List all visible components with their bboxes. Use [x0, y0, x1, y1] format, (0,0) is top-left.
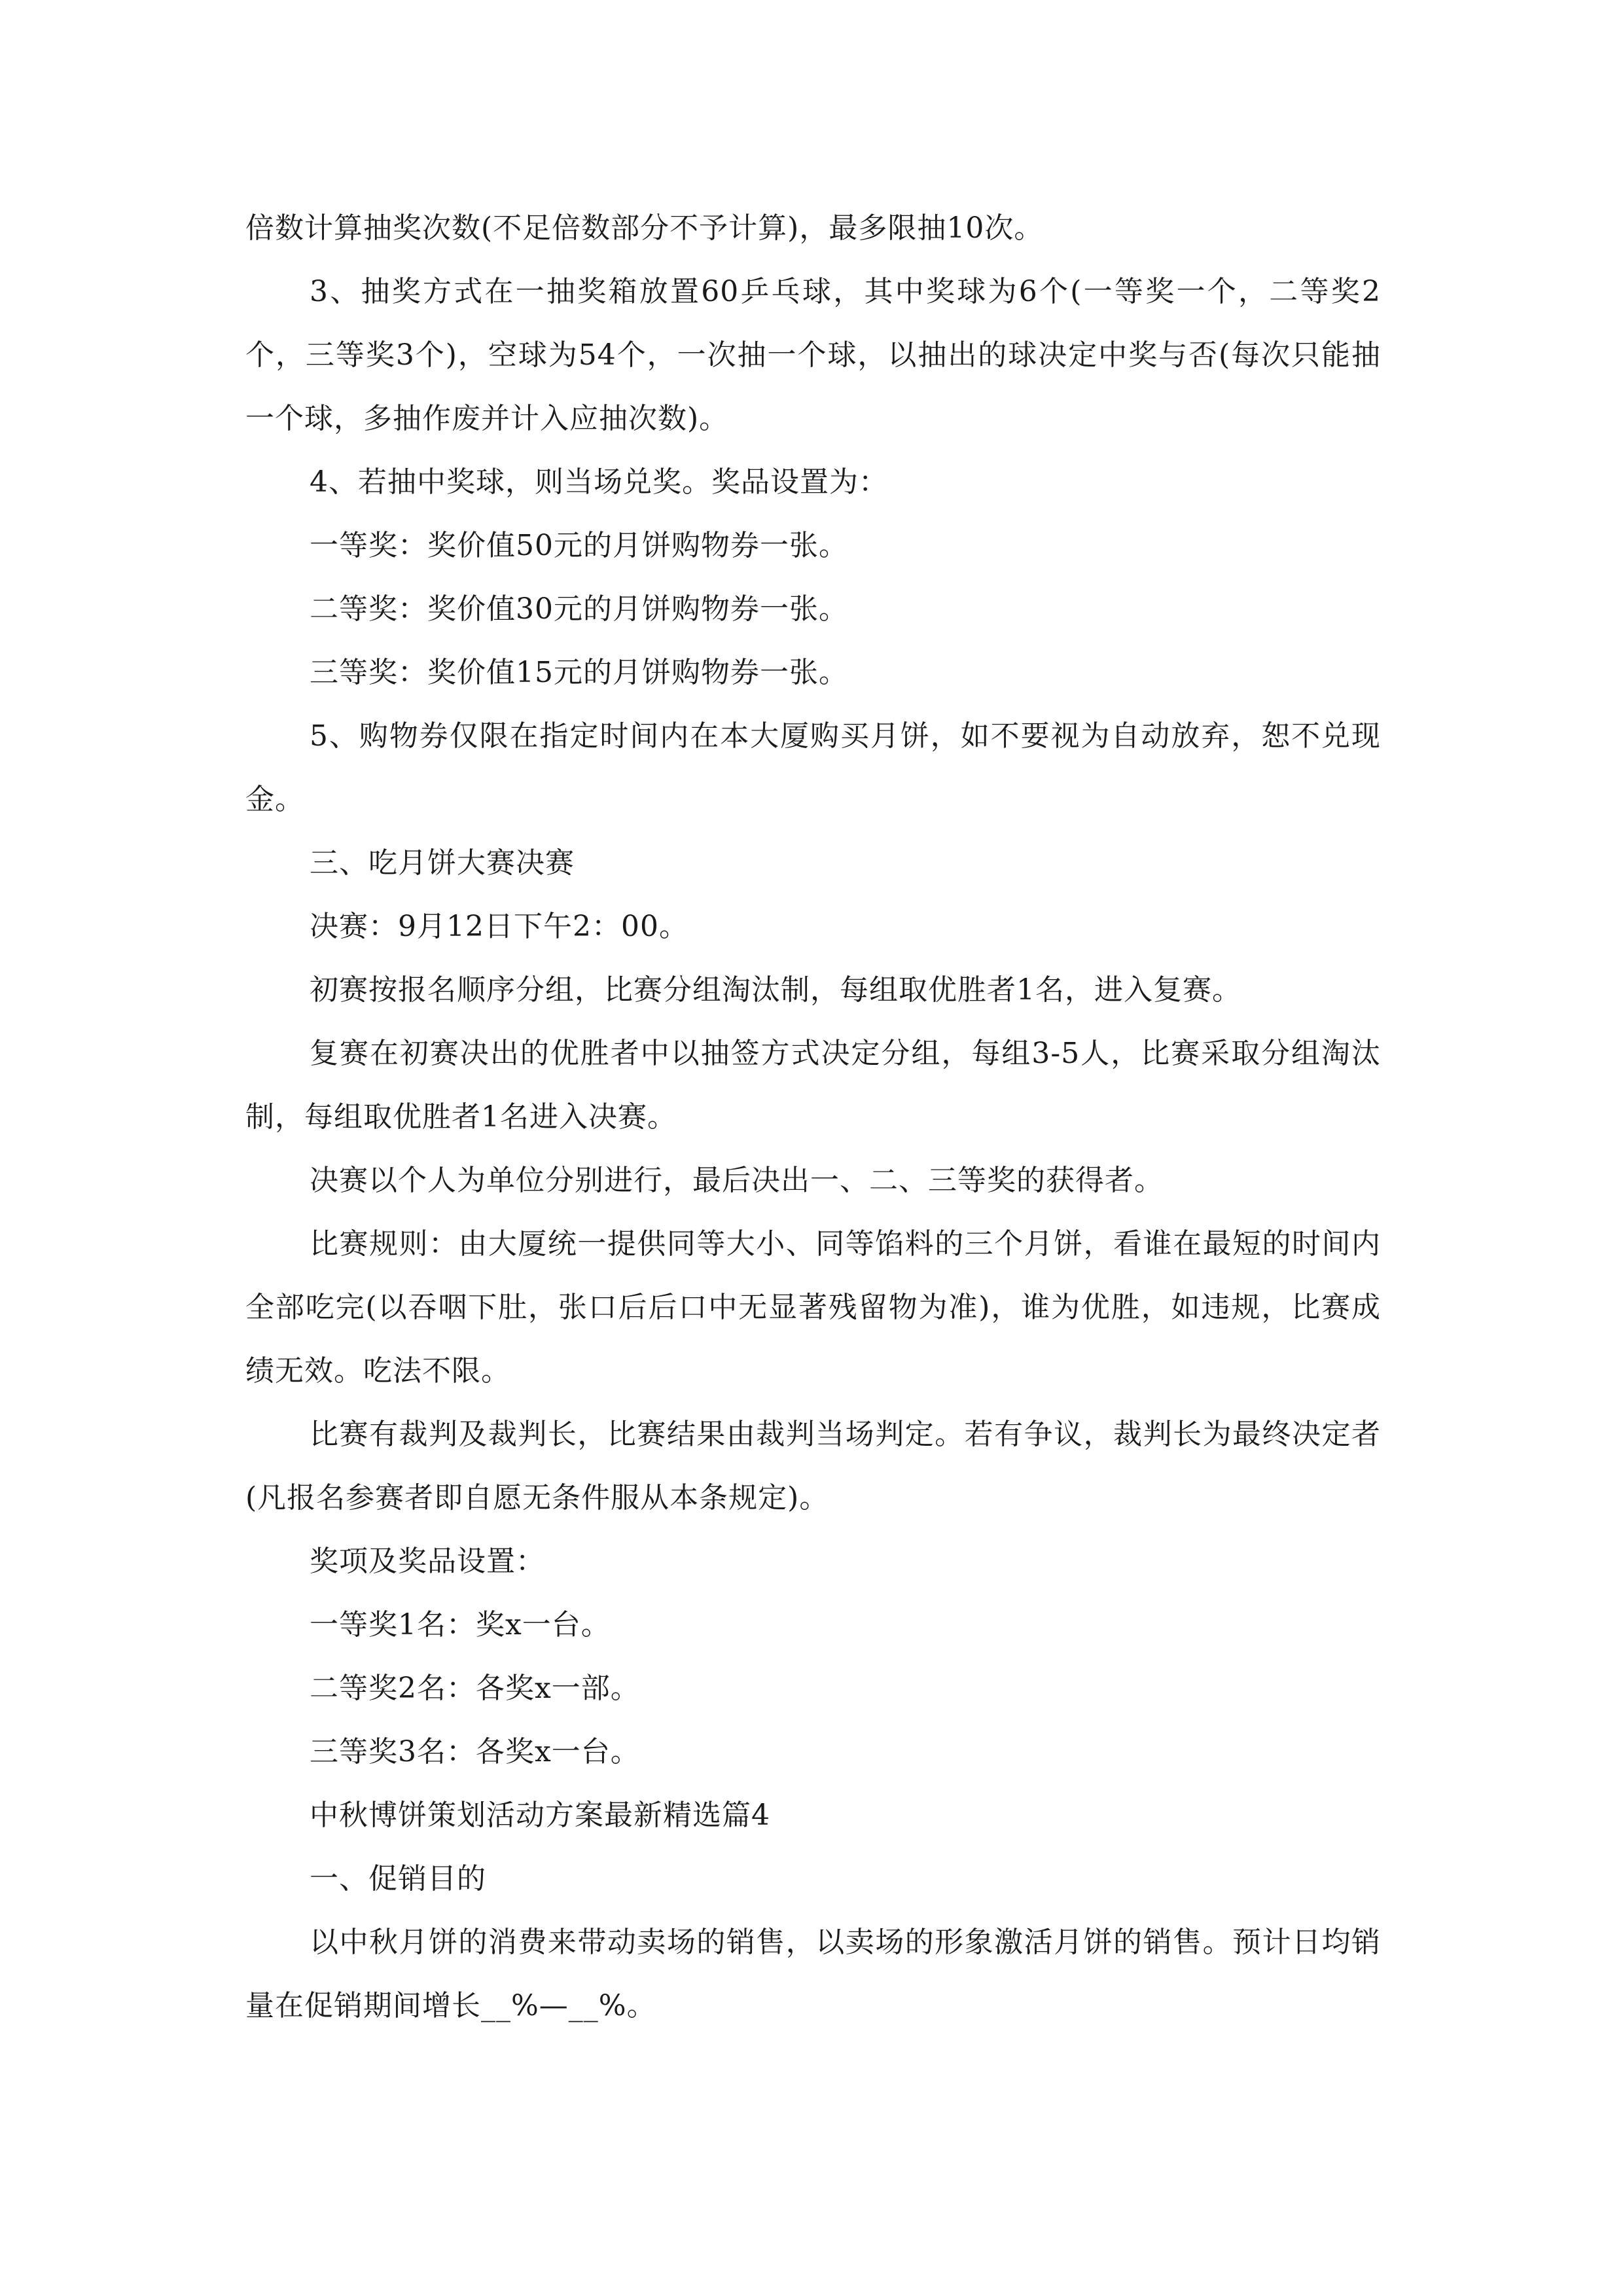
- paragraph-10: 初赛按报名顺序分组，比赛分组淘汰制，每组取优胜者1名，进入复赛。: [310, 973, 1241, 1007]
- section-heading-promotion-goal: 一、促销目的: [310, 1862, 486, 1895]
- paragraph-5: 二等奖：奖价值30元的月饼购物券一张。: [310, 592, 848, 626]
- paragraph-12: 决赛以个人为单位分别进行，最后决出一、二、三等奖的获得者。: [310, 1164, 1164, 1197]
- document-body: [245, 196, 1381, 2037]
- article-title-part-4: 中秋博饼策划活动方案最新精选篇4: [310, 1799, 770, 1832]
- paragraph-14: 比赛有裁判及裁判长，比赛结果由裁判当场判定。若有争议，裁判长为最终决定者(凡报名参赛者即自愿无条件服从本条规定)。: [245, 1418, 1381, 1515]
- paragraph-3: 4、若抽中奖球，则当场兑奖。奖品设置为：: [310, 465, 888, 499]
- paragraph-7: 5、购物券仅限在指定时间内在本大厦购买月饼，如不要视为自动放弃，恕不兑现金。: [245, 719, 1381, 816]
- section-heading-final: 三、吃月饼大赛决赛: [310, 846, 575, 880]
- paragraph-2: 3、抽奖方式在一抽奖箱放置60乒乓球，其中奖球为6个(一等奖一个，二等奖2个，三等奖3个)，空球为54个，一次抽一个球，以抽出的球决定中奖与否(每次只能抽一个球，多抽作废并计入应抽次数)。: [245, 275, 1381, 435]
- paragraph-11: 复赛在初赛决出的优胜者中以抽签方式决定分组，每组3-5人，比赛采取分组淘汰制，每组取优胜者1名进入决赛。: [245, 1037, 1381, 1134]
- paragraph-4: 一等奖：奖价值50元的月饼购物券一张。: [310, 529, 848, 562]
- paragraph-13: 比赛规则：由大厦统一提供同等大小、同等馅料的三个月饼，看谁在最短的时间内全部吃完(以吞咽下肚，张口后后口中无显著残留物为准)，谁为优胜，如违规，比赛成绩无效。吃法不限。: [245, 1227, 1381, 1388]
- paragraph-6: 三等奖：奖价值15元的月饼购物券一张。: [310, 656, 848, 689]
- paragraph-18: 三等奖3名：各奖x一台。: [310, 1735, 640, 1768]
- paragraph-16: 一等奖1名：奖x一台。: [310, 1608, 611, 1641]
- paragraph-15: 奖项及奖品设置：: [310, 1545, 545, 1578]
- paragraph-1: 倍数计算抽奖次数(不足倍数部分不予计算)，最多限抽10次。: [245, 211, 1044, 245]
- paragraph-21: 以中秋月饼的消费来带动卖场的销售，以卖场的形象激活月饼的销售。预计日均销量在促销期间增长__%—__%。: [245, 1926, 1381, 2022]
- paragraph-9: 决赛：9月12日下午2：00。: [310, 910, 688, 943]
- paragraph-17: 二等奖2名：各奖x一部。: [310, 1672, 640, 1705]
